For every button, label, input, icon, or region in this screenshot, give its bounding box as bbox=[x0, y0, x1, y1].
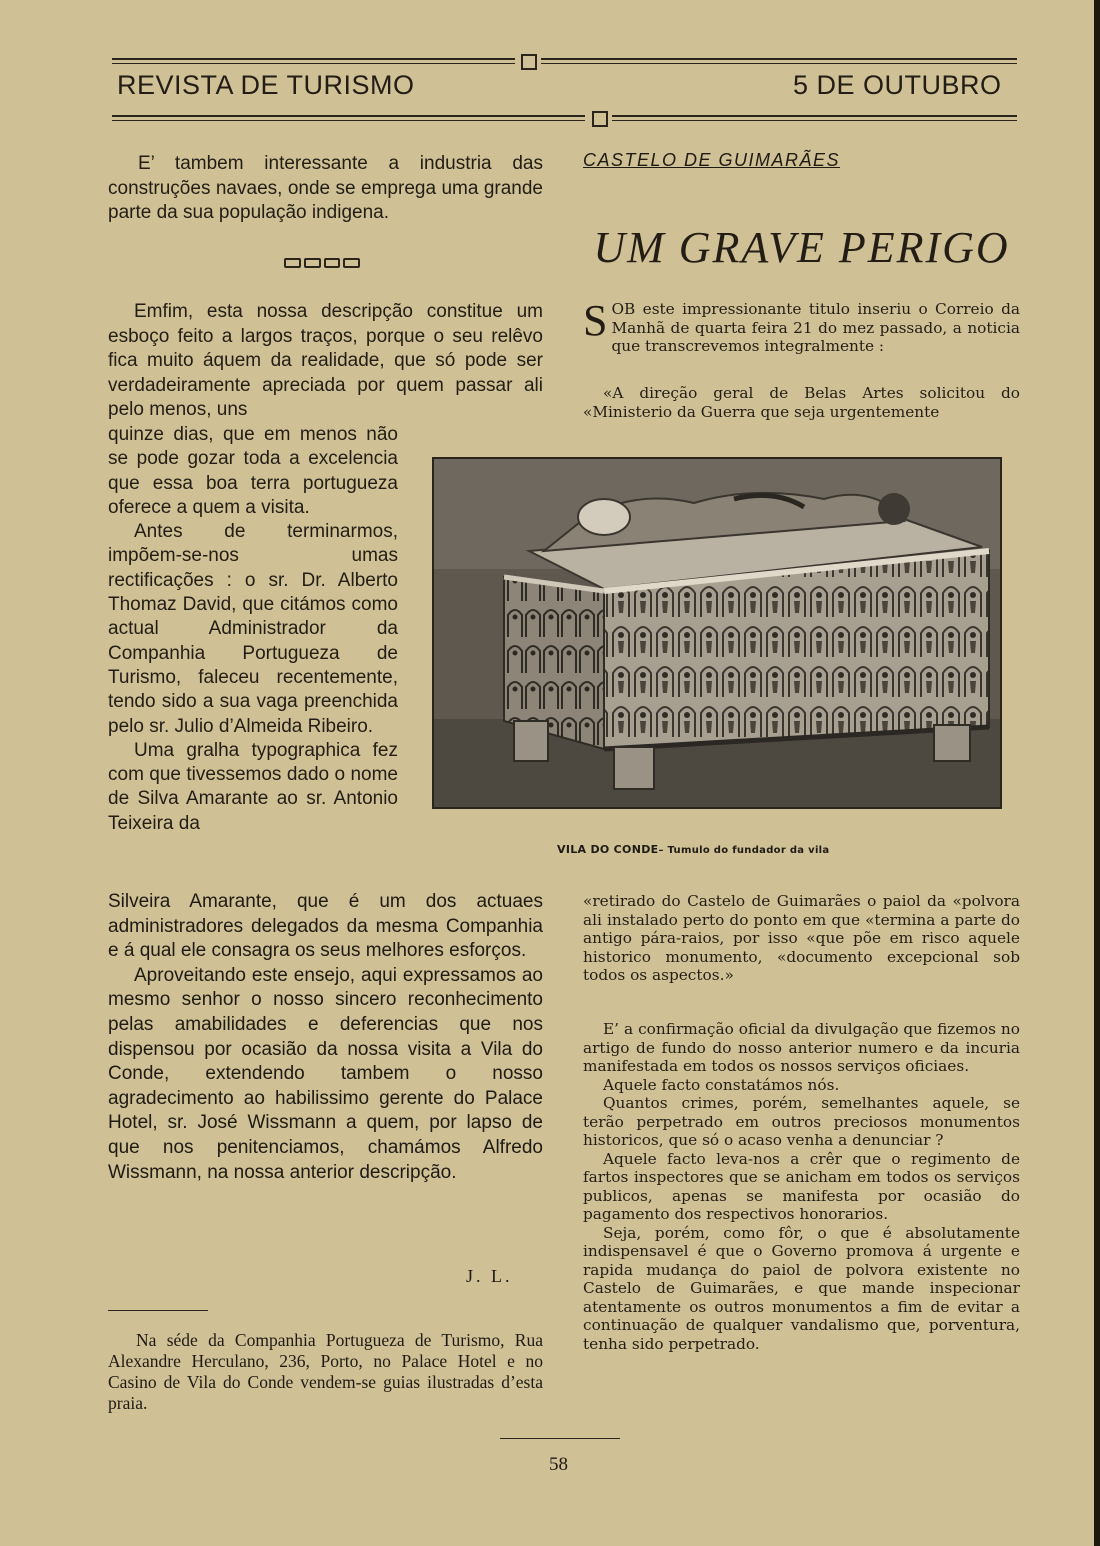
header-rule-top-left bbox=[112, 58, 515, 60]
quote-start-text: «A direção geral de Belas Artes solicitou do «Ministerio da Guerra que seja urgentemente bbox=[583, 384, 1020, 421]
header-rule-top-left-thin bbox=[112, 63, 515, 64]
header-issue-date: 5 DE OUTUBRO bbox=[793, 70, 1002, 100]
article-body bbox=[583, 1020, 1020, 1353]
narrow-paragraph-1: quinze dias, que em menos não se pode gozar toda a excelencia que essa boa terra portugueza oferece a quem a visita. bbox=[108, 424, 398, 518]
header-rule-top-right-thin bbox=[541, 63, 1017, 64]
quote-start-block bbox=[583, 384, 1020, 421]
article-headline: UM GRAVE PERIGO bbox=[593, 223, 1010, 272]
quote-end-block bbox=[583, 892, 1020, 985]
header-rule-bottom-left bbox=[112, 115, 585, 117]
photo-caption bbox=[557, 843, 829, 856]
left-intro-paragraph bbox=[108, 152, 543, 226]
emfim-text: Emfim, esta nossa descripção constitue um esboço feito a largos traços, porque o seu relêvo fica muito áquem da realidade, que só pode ser verdadeiramente apreciada por quem passar ali pelo menos, uns bbox=[108, 301, 543, 420]
author-signature: J. L. bbox=[466, 1266, 513, 1286]
caption-place: VILA DO CONDE bbox=[557, 843, 659, 856]
left-narrow-text-block bbox=[108, 423, 398, 836]
intro-text: E’ tambem interessante a industria das construções navaes, onde se emprega uma grande parte da sua população indigena. bbox=[108, 153, 543, 223]
quote-end-text: «retirado do Castelo de Guimarães o paiol da «polvora ali instalado perto do ponto em que «termina a parte do antigo pára-raios, por isso «que põe em risco aquele historico monumento, «documento excepcional sob todos os aspectos.» bbox=[583, 892, 1020, 984]
header-rule-bottom-left-thin bbox=[112, 120, 585, 121]
body-paragraph-5: Seja, porém, como fôr, o que é absolutamente indispensavel é que o Governo promova á urgente e rapida mudança do paiol de polvora existente no Castelo de Guimarães, e que mande inspecionar atentamente os outros monumentos a fim de evitar a continuação de qualquer vandalismo que, porventura, tenha sido perpetrado. bbox=[583, 1223, 1020, 1353]
body-paragraph-4: Aquele facto leva-nos a crêr que o regimento de fartos inspectores que se anicham em todos os serviços publicos, apenas se manifesta por ocasião do pagamento dos respectivos honorarios. bbox=[583, 1149, 1020, 1223]
header-ornament-bottom bbox=[592, 111, 608, 127]
wide-paragraph-2: Aproveitando este ensejo, aqui expressamos ao mesmo senhor o nosso sincero reconhecimento pelas amabilidades e deferencias que nos dispensou por ocasião da nossa visita a Vila do Conde, extendendo tambem o nosso agradecimento ao habilissimo gerente do Palace Hotel, sr. José Wissmann a quem, por lapso de que nos penitenciamos, chamámos Alfredo Wissmann, na nossa anterior descripção. bbox=[108, 964, 543, 1183]
page-edge-shadow bbox=[1094, 0, 1100, 1546]
footnote-text: Na séde da Companhia Portugueza de Turismo, Rua Alexandre Herculano, 236, Porto, no Palace Hotel e no Casino de Vila do Conde vendem-se guias ilustradas d’esta praia. bbox=[108, 1330, 543, 1413]
narrow-paragraph-3: Uma gralha typographica fez com que tivessemos dado o nome de Silva Amarante ao sr. Antonio Teixeira da bbox=[108, 739, 398, 834]
section-title: CASTELO DE GUIMARÃES bbox=[583, 150, 841, 170]
footnote bbox=[108, 1330, 543, 1414]
article-lead bbox=[583, 296, 1020, 356]
left-wide-tail-block bbox=[108, 890, 543, 1185]
page-number: 58 bbox=[549, 1454, 568, 1475]
header-rule-bottom-right bbox=[612, 115, 1017, 117]
header-rule-bottom-right-thin bbox=[612, 120, 1017, 121]
tomb-photograph bbox=[432, 457, 1002, 809]
drop-cap: S bbox=[583, 296, 608, 345]
section-divider-ornament bbox=[284, 258, 360, 268]
caption-description: – Tumulo do fundador da vila bbox=[658, 845, 830, 856]
body-paragraph-3: Quantos crimes, porém, semelhantes aquele, se terão perpetrado em outros preciosos monumentos historicos, que só o acaso venha a denunciar ? bbox=[583, 1094, 1020, 1149]
page-number-rule bbox=[500, 1438, 620, 1439]
body-paragraph-1: E’ a confirmação oficial da divulgação que fizemos no artigo de fundo do nosso anterior numero e da incuria manifestada em todos os nossos serviços oficiaes. bbox=[583, 1020, 1020, 1075]
footnote-rule bbox=[108, 1310, 208, 1311]
left-emfim-paragraph bbox=[108, 300, 543, 423]
narrow-paragraph-2: Antes de terminarmos, impõem-se-nos umas rectificações : o sr. Dr. Alberto Thomaz David, que citámos como actual Administrador da Companhia Portugueza de Turismo, faleceu recentemente, tendo sido a sua vaga preenchida pelo sr. Julio d’Almeida Ribeiro. bbox=[108, 521, 398, 737]
tomb-illustration bbox=[434, 459, 1000, 807]
body-paragraph-2: Aquele facto constatámos nós. bbox=[603, 1075, 840, 1094]
header-ornament-top bbox=[521, 54, 537, 70]
wide-paragraph-1: Silveira Amarante, que é um dos actuaes administradores delegados da mesma Companhia e á qual ele consagra os seus melhores esforços. bbox=[108, 891, 543, 962]
lead-text: OB este impressionante titulo inseriu o Correio da Manhã de quarta feira 21 do mez passado, a noticia que transcrevemos integralmente : bbox=[611, 300, 1020, 355]
header-magazine-title: REVISTA DE TURISMO bbox=[117, 70, 415, 100]
header-rule-top-right bbox=[541, 58, 1017, 60]
